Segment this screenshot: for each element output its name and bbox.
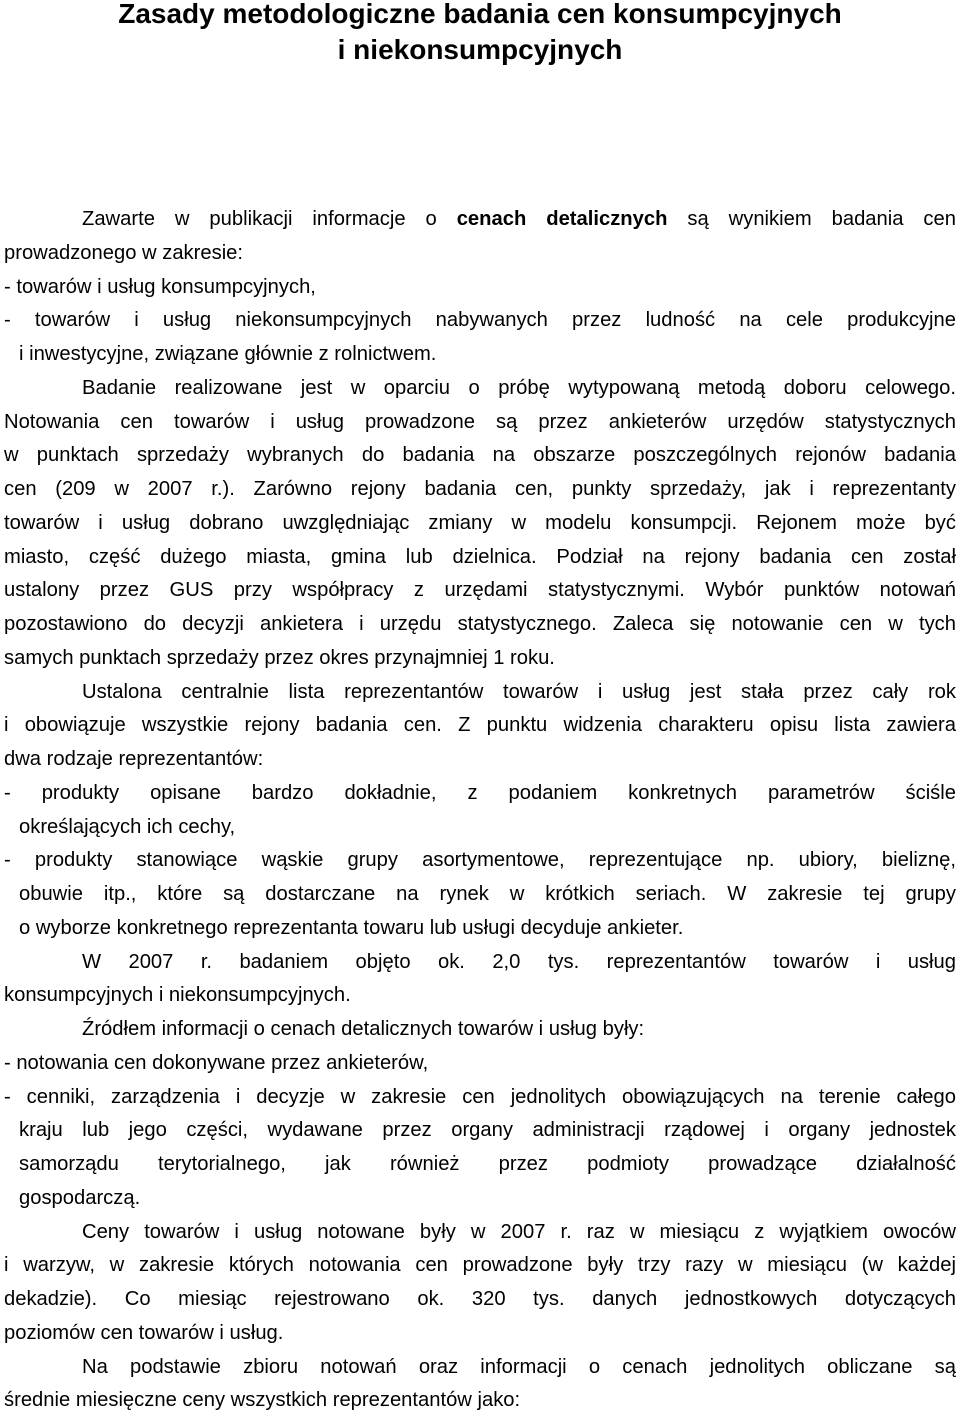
text-line: Ustalona centralnie lista reprezentantów towarów i usług jest stała przez cały rok (82, 680, 956, 703)
text-line: średnie miesięczne ceny wszystkich reprezentantów jako: (4, 1389, 521, 1412)
list-item: - cenniki, zarządzenia i decyzje w zakresie cen jednolitych obowiązujących na terenie całego (4, 1085, 956, 1108)
text-line: Źródłem informacji o cenach detalicznych towarów i usług były: (82, 1018, 645, 1040)
page-title (0, 0, 960, 68)
text-line: Ceny towarów i usług notowane były w 2007 r. raz w miesiącu z wyjątkiem owoców (82, 1220, 956, 1243)
text-line: cen (209 w 2007 r.). Zarówno rejony badania cen, punkty sprzedaży, jak i reprezentanty (4, 478, 956, 500)
text-line: W 2007 r. badaniem objęto ok. 2,0 tys. reprezentantów towarów i usług (82, 950, 956, 973)
text-line: towarów i usług dobrano uwzględniając zmiany w modelu konsumpcji. Rejonem może być (4, 511, 956, 534)
list-item-continuation: samorządu terytorialnego, jak również przez podmioty prowadzące działalność (19, 1153, 956, 1175)
text-line: i obowiązuje wszystkie rejony badania cen. Z punktu widzenia charakteru opisu lista zawiera (4, 714, 956, 737)
list-item-continuation: gospodarczą. (19, 1186, 141, 1209)
text-line: poziomów cen towarów i usług. (4, 1321, 284, 1344)
text-line: dekadzie). Co miesiąc rejestrowano ok. 320 tys. danych jednostkowych dotyczących (4, 1288, 956, 1310)
text-line: konsumpcyjnych i niekonsumpcyjnych. (4, 984, 351, 1007)
text-line: miasto, część dużego miasta, gmina lub dzielnica. Podział na rejony badania cen został (4, 545, 956, 568)
text-line: w punktach sprzedaży wybranych do badania na obszarze poszczególnych rejonów badania (4, 444, 956, 467)
text-line: samych punktach sprzedaży przez okres przynajmniej 1 roku. (4, 646, 555, 669)
text-line: ustalony przez GUS przy współpracy z urzędami statystycznymi. Wybór punktów notowań (4, 579, 956, 602)
text-line: Notowania cen towarów i usług prowadzone są przez ankieterów urzędów statystycznych (4, 410, 956, 433)
title-line-1: Zasady metodologiczne badania cen konsumpcyjnych (118, 0, 842, 29)
text-line: dwa rodzaje reprezentantów: (4, 748, 264, 770)
document-body (4, 203, 956, 1418)
list-item-continuation: określających ich cechy, (19, 815, 236, 838)
text-line: prowadzonego w zakresie: (4, 241, 244, 264)
list-item: - towarów i usług niekonsumpcyjnych nabywanych przez ludność na cele produkcyjne (4, 309, 956, 332)
list-item: - produkty stanowiące wąskie grupy asortymentowe, reprezentujące np. ubiory, bieliznę, (4, 849, 956, 872)
list-item: - towarów i usług konsumpcyjnych, (4, 275, 316, 298)
list-item: - produkty opisane bardzo dokładnie, z podaniem konkretnych parametrów ściśle (4, 781, 956, 804)
list-item-continuation: i inwestycyjne, związane głównie z rolnictwem. (19, 343, 437, 365)
list-item-continuation: o wyborze konkretnego reprezentanta towaru lub usługi decyduje ankieter. (19, 916, 684, 939)
list-item-continuation: kraju lub jego części, wydawane przez organy administracji rządowej i organy jednostek (19, 1119, 956, 1142)
list-item-continuation: obuwie itp., które są dostarczane na rynek w krótkich seriach. W zakresie tej grupy (19, 883, 956, 905)
list-item: - notowania cen dokonywane przez ankieterów, (4, 1051, 429, 1074)
title-line-2: i niekonsumpcyjnych (337, 34, 623, 65)
text-line: i warzyw, w zakresie których notowania cen prowadzone były trzy razy w miesiącu (w każdej (4, 1254, 956, 1277)
text-line: Badanie realizowane jest w oparciu o próbę wytypowaną metodą doboru celowego. (82, 376, 956, 399)
text-line: Na podstawie zbioru notowań oraz informacji o cenach jednolitych obliczane są (82, 1355, 956, 1378)
bold-term: cenach detalicznych (456, 208, 668, 230)
text-line: Zawarte w publikacji informacje o cenach detalicznych są wynikiem badania cen (82, 208, 956, 230)
text-line: pozostawiono do decyzji ankietera i urzędu statystycznego. Zaleca się notowanie cen w tych (4, 613, 956, 635)
